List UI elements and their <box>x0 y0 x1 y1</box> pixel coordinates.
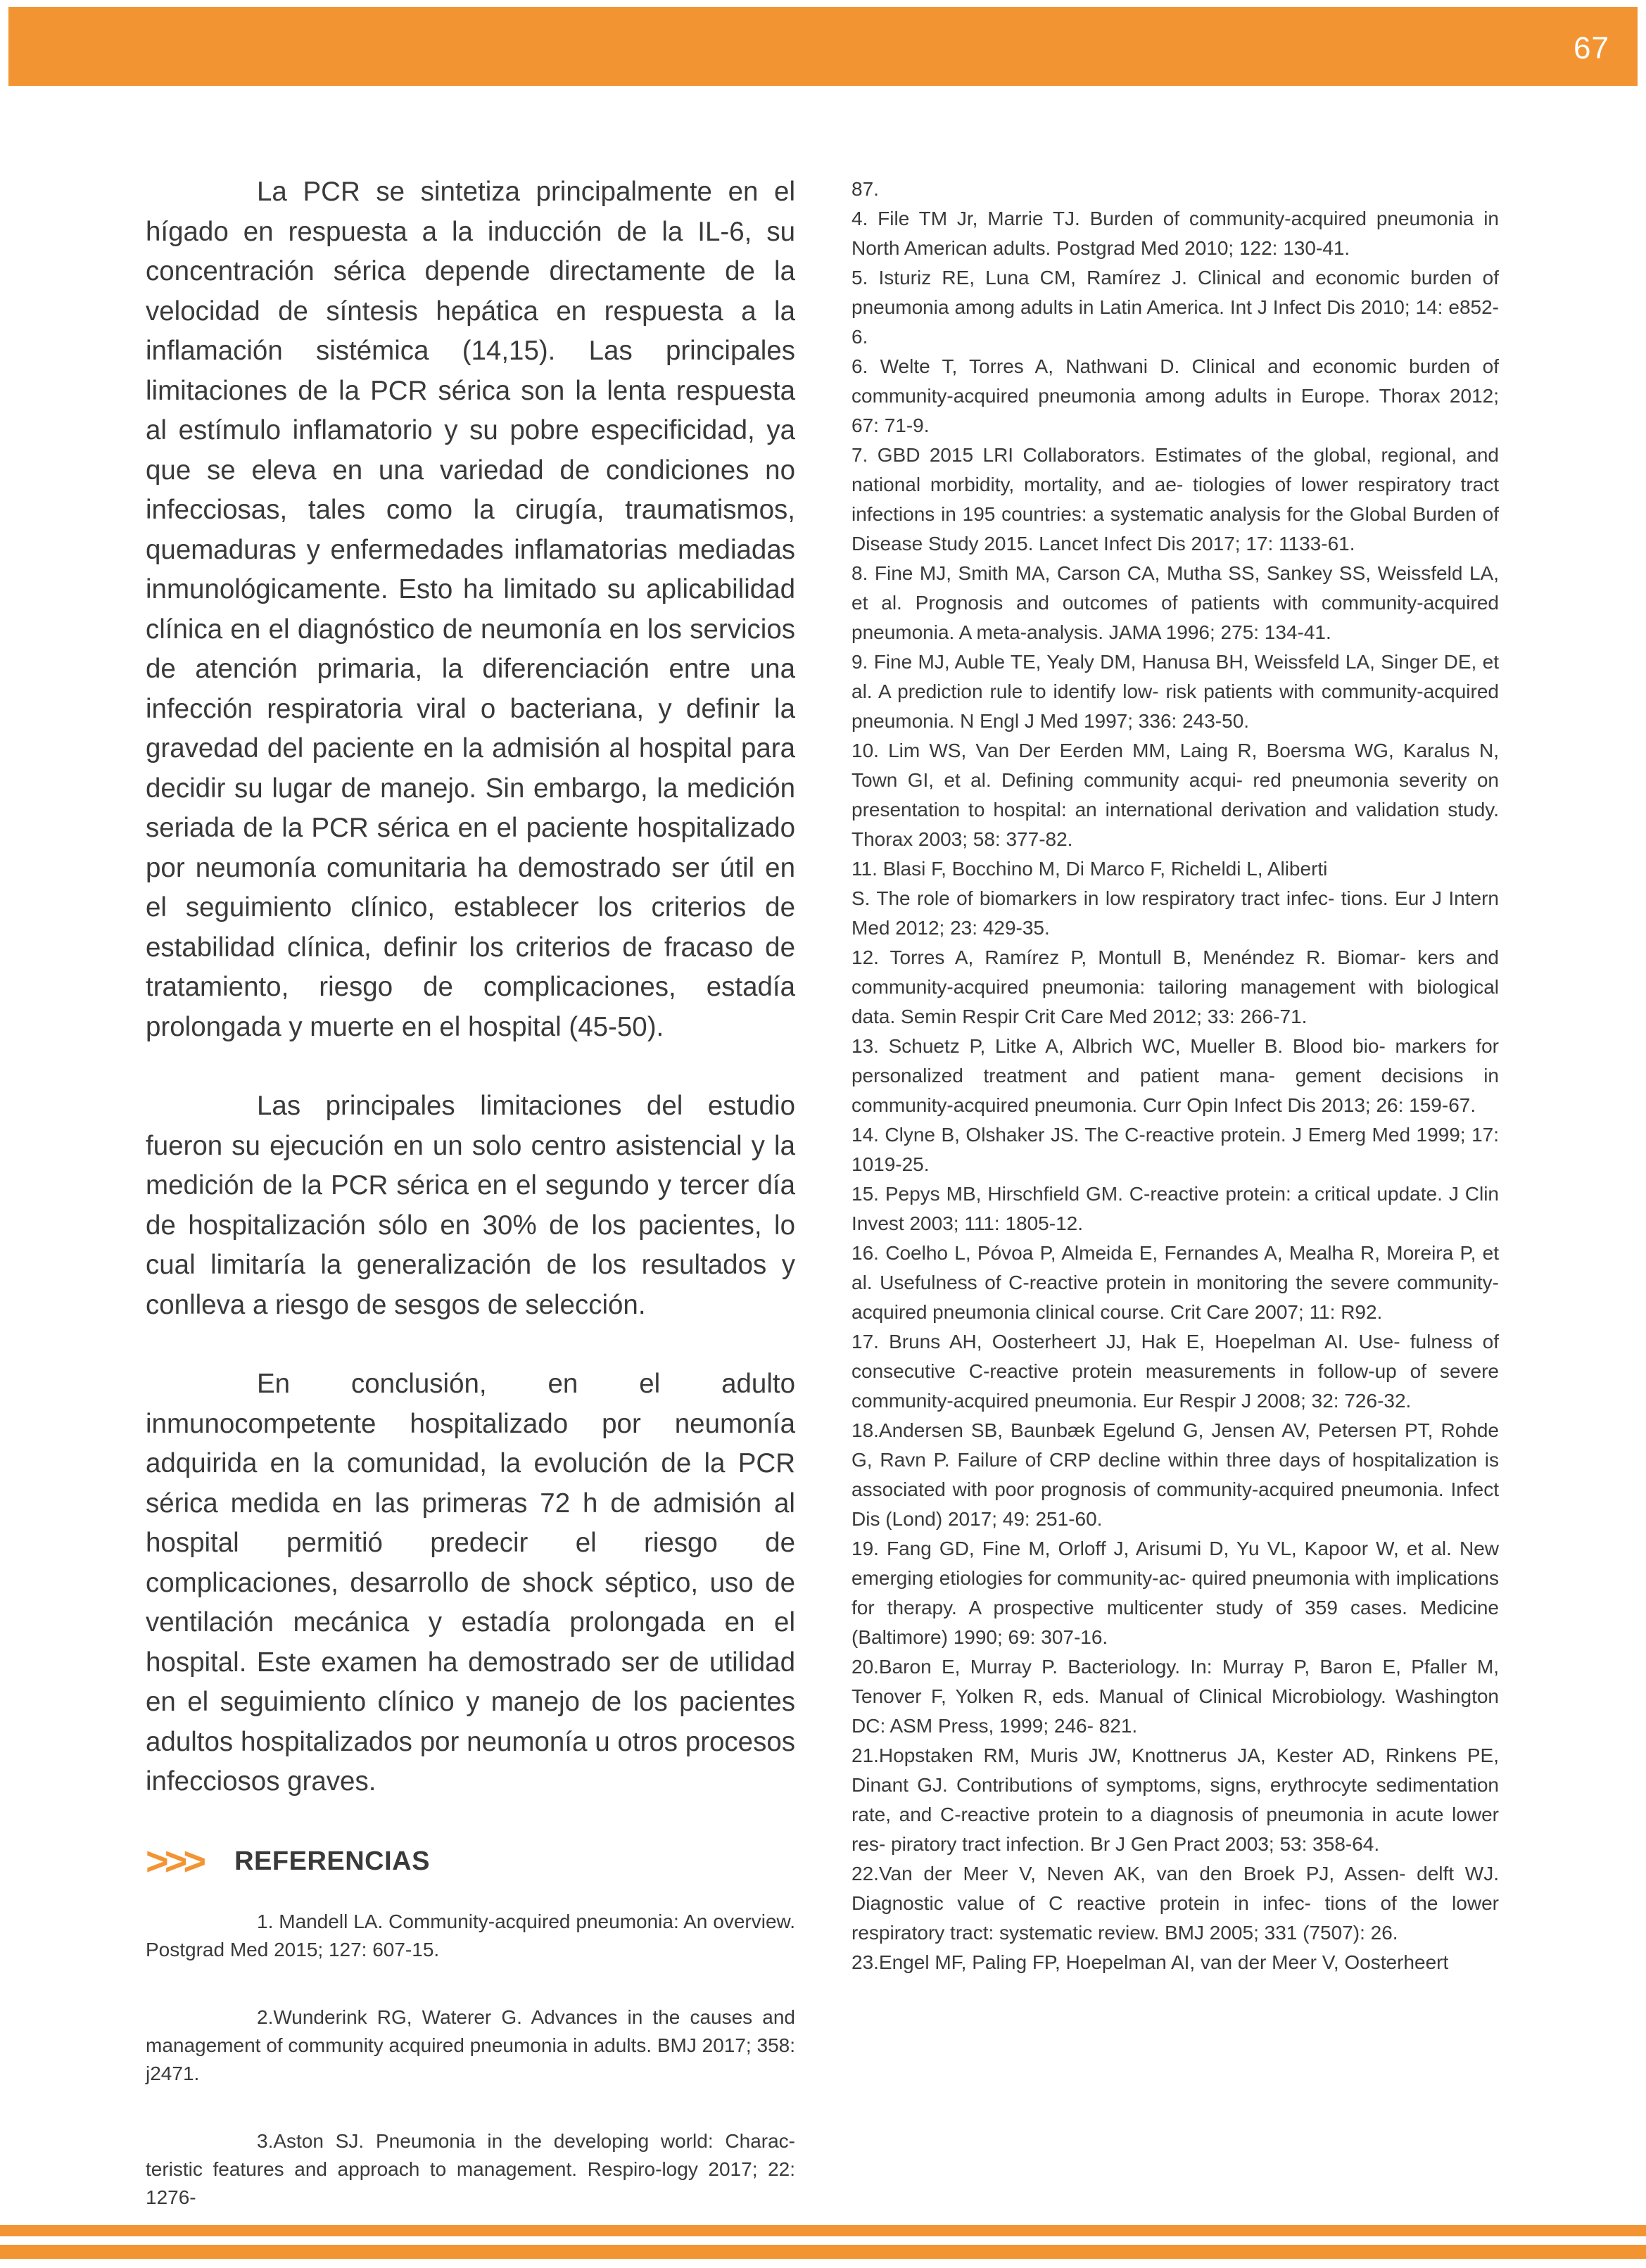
reference-item: 17. Bruns AH, Oosterheert JJ, Hak E, Hoepelman AI. Use- fulness of consecutive C-reactive protein measurements in follow-up of severe community-acquired pneumonia. Eur Respir J 2008; 32: 726-32. <box>852 1331 1499 1412</box>
reference-item: 14. Clyne B, Olshaker JS. The C-reactive protein. J Emerg Med 1999; 17: 1019-25. <box>852 1124 1499 1175</box>
reference-item: 11. Blasi F, Bocchino M, Di Marco F, Richeldi L, Aliberti <box>852 858 1328 880</box>
reference-item: 15. Pepys MB, Hirschfield GM. C-reactive protein: a critical update. J Clin Invest 2003; 111: 1805-12. <box>852 1183 1499 1234</box>
reference-item: 7. GBD 2015 LRI Collaborators. Estimates of the global, regional, and national morbidity, mortality, and ae- tiologies of lower respiratory tract infections in 195 countries: a systematic analysis for the Global Burden of Disease Study 2015. Lancet Infect Dis 2017; 17: 1133-61. <box>852 444 1499 555</box>
reference-item: 13. Schuetz P, Litke A, Albrich WC, Mueller B. Blood bio- markers for personalized treatment and patient mana- gement decisions in community-acquired pneumonia. Curr Opin Infect Dis 2013; 26: 159-67. <box>852 1035 1499 1116</box>
reference-item: 1. Mandell LA. Community-acquired pneumonia: An overview. Postgrad Med 2015; 127: 607-15. <box>146 1911 795 1960</box>
reference-item: 12. Torres A, Ramírez P, Montull B, Menéndez R. Biomar- kers and community-acquired pneumonia: tailoring management with biological data. Semin Respir Crit Care Med 2012; 33: 266-71. <box>852 946 1499 1027</box>
reference-item: 21.Hopstaken RM, Muris JW, Knottnerus JA, Kester AD, Rinkens PE, Dinant GJ. Contributions of symptoms, signs, erythrocyte sedimentation rate, and C-reactive protein to a diagnosis of pneumonia in acute lower res- piratory tract infection. Br J Gen Pract 2003; 53: 358-64. <box>852 1744 1499 1855</box>
reference-item: 5. Isturiz RE, Luna CM, Ramírez J. Clinical and economic burden of pneumonia among adults in Latin America. Int J Infect Dis 2010; 14: e852-6. <box>852 267 1499 348</box>
reference-item: 4. File TM Jr, Marrie TJ. Burden of community-acquired pneumonia in North American adults. Postgrad Med 2010; 122: 130-41. <box>852 208 1499 259</box>
reference-item: 22.Van der Meer V, Neven AK, van den Broek PJ, Assen- delft WJ. Diagnostic value of C reactive protein in infec- tions of the lower respiratory tract: systematic review. BMJ 2005; 331 (7507): 26. <box>852 1863 1499 1944</box>
left-column <box>146 172 795 2251</box>
footer-rule-bottom <box>0 2245 1646 2259</box>
body-paragraph-3: En conclusión, en el adulto inmunocompetente hospitalizado por neumonía adquirida en la comunidad, la evolución de la PCR sérica medida en las primeras 72 h de admisión al hospital permitió predecir el riesgo de complicaciones, desarrollo de shock séptico, uso de ventilación mecánica y estadía prolongada en el hospital. Este examen ha demostrado ser de utilidad en el seguimiento clínico y manejo de los pacientes adultos hospitalizados por neumonía u otros procesos infecciosos graves. <box>146 1369 795 1797</box>
footer-rule-top <box>0 2225 1646 2236</box>
reference-item: 16. Coelho L, Póvoa P, Almeida E, Fernandes A, Mealha R, Moreira P, et al. Usefulness of C-reactive protein in monitoring the severe community-acquired pneumonia clinical course. Crit Care 2007; 11: R92. <box>852 1242 1499 1323</box>
reference-item: 20.Baron E, Murray P. Bacteriology. In: Murray P, Baron E, Pfaller M, Tenover F, Yolken R, eds. Manual of Clinical Microbiology. Washington DC: ASM Press, 1999; 246- 821. <box>852 1656 1499 1737</box>
triple-chevron-icon: >>> <box>146 1838 203 1883</box>
reference-item: 19. Fang GD, Fine M, Orloff J, Arisumi D, Yu VL, Kapoor W, et al. New emerging etiologies for community-ac- quired pneumonia with implications for therapy. A prospective multicenter study of 359 cases. Medicine (Baltimore) 1990; 69: 307-16. <box>852 1538 1499 1648</box>
references-heading <box>146 1838 795 1883</box>
reference-item: 6. Welte T, Torres A, Nathwani D. Clinical and economic burden of community-acquired pneumonia among adults in Europe. Thorax 2012; 67: 71-9. <box>852 355 1499 436</box>
body-paragraph-2: Las principales limitaciones del estudio fueron su ejecución en un solo centro asistencial y la medición de la PCR sérica en el segundo y tercer día de hospitalización sólo en 30% de los pacientes, lo cual limitaría la generalización de los resultados y conlleva a riesgo de sesgos de selección. <box>146 1091 795 1320</box>
reference-item: 9. Fine MJ, Auble TE, Yealy DM, Hanusa BH, Weissfeld LA, Singer DE, et al. A prediction rule to identify low- risk patients with community-acquired pneumonia. N Engl J Med 1997; 336: 243-50. <box>852 651 1499 732</box>
page-number: 67 <box>1574 31 1609 65</box>
body-paragraph-1: La PCR se sintetiza principalmente en el hígado en respuesta a la inducción de la IL-6, su concentración sérica depende directamente de la velocidad de síntesis hepática en respuesta a la inflamación sistémica (14,15). Las principales limitaciones de la PCR sérica son la lenta respuesta al estímulo inflamatorio y su pobre especificidad, ya que se eleva en una variedad de condiciones no infecciosas, tales como la cirugía, traumatismos, quemaduras y enfermedades inflamatorias mediadas inmunológicamente. Esto ha limitado su aplicabilidad clínica en el diagnóstico de neumonía en los servicios de atención primaria, la diferenciación entre una infección respiratoria viral o bacteriana, y definir la gravedad del paciente en la admisión al hospital para decidir su lugar de manejo. Sin embargo, la medición seriada de la PCR sérica en el paciente hospitalizado por neumonía comunitaria ha demostrado ser útil en el seguimiento clínico, establecer los criterios de estabilidad clínica, definir los criterios de fracaso de tratamiento, riesgo de complicaciones, estadía prolongada y muerte en el hospital (45-50). <box>146 177 795 1042</box>
header-band <box>8 7 1638 86</box>
reference-item: 8. Fine MJ, Smith MA, Carson CA, Mutha SS, Sankey SS, Weissfeld LA, et al. Prognosis and outcomes of patients with community-acquired pneumonia. A meta-analysis. JAMA 1996; 275: 134-41. <box>852 562 1499 643</box>
reference-item: 10. Lim WS, Van Der Eerden MM, Laing R, Boersma WG, Karalus N, Town GI, et al. Defining community acqui- red pneumonia severity on presentation to hospital: an international derivation and validation study. Thorax 2003; 58: 377-82. <box>852 740 1499 850</box>
reference-item: 2.Wunderink RG, Waterer G. Advances in the causes and management of community acquired pneumonia in adults. BMJ 2017; 358: j2471. <box>146 2006 795 2084</box>
reference-item: 87. <box>852 178 879 200</box>
reference-item: 23.Engel MF, Paling FP, Hoepelman AI, van der Meer V, Oosterheert <box>852 1951 1449 1973</box>
reference-item: 3.Aston SJ. Pneumonia in the developing world: Charac- teristic features and approach to management. Respiro-logy 2017; 22: 1276- <box>146 2130 795 2208</box>
right-column <box>852 175 1499 1977</box>
references-title: REFERENCIAS <box>234 1846 430 1876</box>
reference-item: S. The role of biomarkers in low respiratory tract infec- tions. Eur J Intern Med 2012; 23: 429-35. <box>852 887 1499 939</box>
reference-item: 18.Andersen SB, Baunbæk Egelund G, Jensen AV, Petersen PT, Rohde G, Ravn P. Failure of CRP decline within three days of hospitalization is associated with poor prognosis of community-acquired pneumonia. Infect Dis (Lond) 2017; 49: 251-60. <box>852 1419 1499 1530</box>
